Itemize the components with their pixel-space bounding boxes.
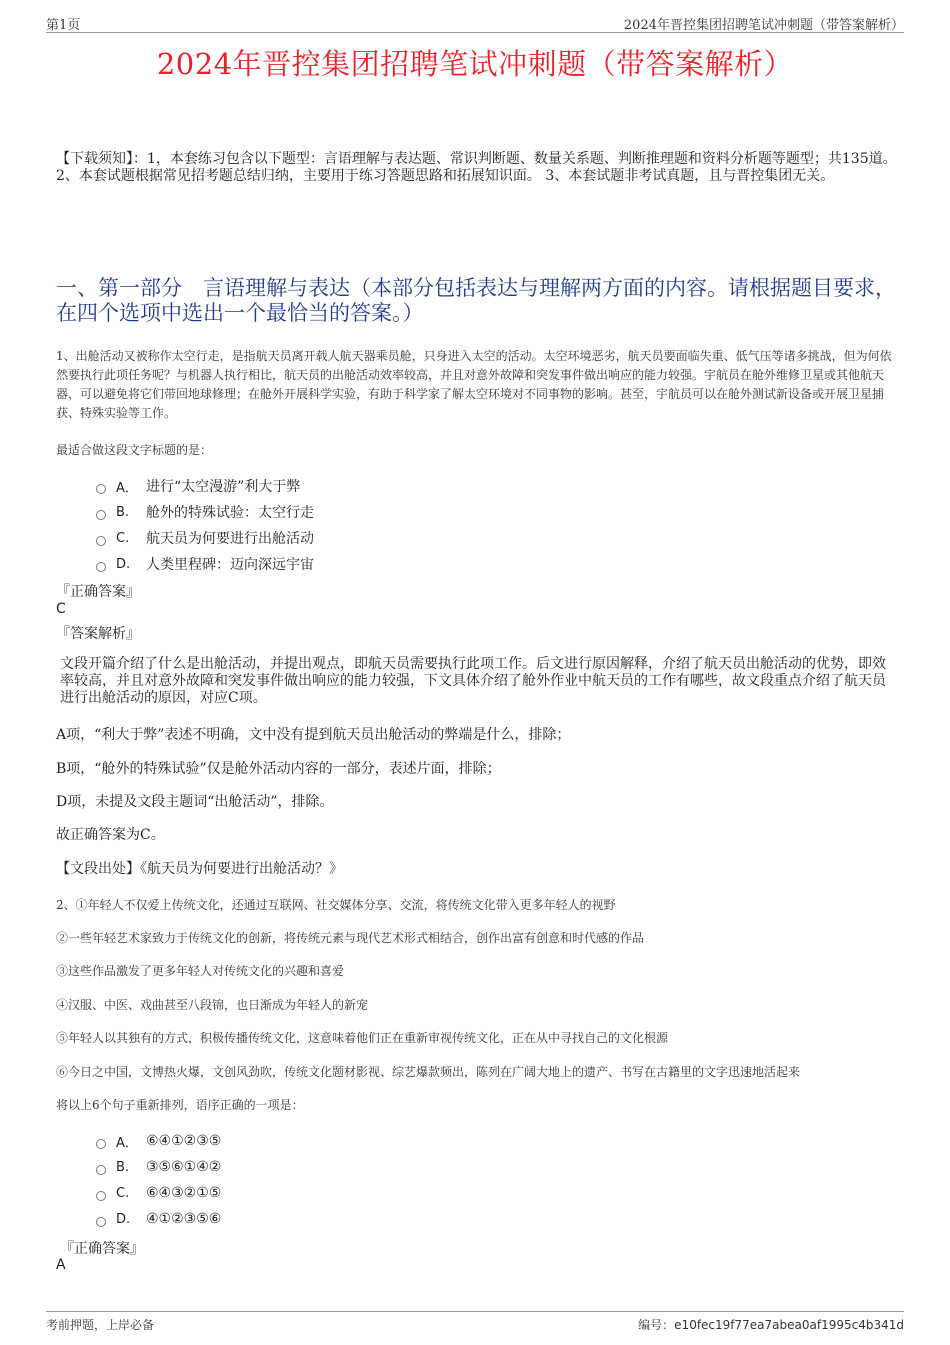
q2-answer-label: 『正确答案』 bbox=[60, 1241, 144, 1257]
q1-stem: 1、出舱活动又被称作太空行走，是指航天员离开载人航天器乘员舱，只身进入太空的活动。太空环境恶劣，航天员要面临失重、低气压等诸多挑战，但为何依然要执行此项任务呢？与机器人执行相比，航天员的出舱活动效率较高，并且对意外故障和突发事件做出响应的能力较强。宇航员在舱外维修卫星或其他航天器，可以避免将它们带回地球修理；在舱外开展科学实验，有助于科学家了解太空环境对不同事物的影响。甚至，宇航员可以在舱外测试新设备或开展卫星捕获、特殊实验等工作。 bbox=[56, 349, 892, 420]
q1-analysis: 文段开篇介绍了什么是出舱活动，并提出观点，即航天员需要执行此项工作。后文进行原因解释，介绍了航天员出舱活动的优势，即效率较高，并且对意外故障和突发事件做出响应的能力较强，下文具体介绍了舱外作业中航天员的工作有哪些，故文段重点介绍了航天员进行出舱活动的原因，对应C项。 bbox=[60, 656, 886, 706]
q2-options bbox=[96, 1128, 221, 1232]
radio-icon[interactable] bbox=[96, 1165, 106, 1175]
q2-option-b[interactable]: B. ③⑤⑥①④② bbox=[96, 1154, 221, 1180]
q2-option-d[interactable]: D. ④①②③⑤⑥ bbox=[96, 1206, 221, 1232]
q1-option-d[interactable]: D. 人类里程碑：迈向深远宇宙 bbox=[96, 551, 314, 577]
q2-line-1: 2、①年轻人不仅爱上传统文化，还通过互联网、社交媒体分享、交流，将传统文化带入更多年轻人的视野 bbox=[56, 898, 616, 912]
footer-code-label: 编号： bbox=[638, 1318, 675, 1332]
page-title: 2024年晋控集团招聘笔试冲刺题（带答案解析） bbox=[156, 47, 794, 81]
radio-icon[interactable] bbox=[96, 484, 106, 494]
q2-option-c[interactable]: C. ⑥④③②①⑤ bbox=[96, 1180, 221, 1206]
q2-line-5: ⑤年轻人以其独有的方式，积极传播传统文化，这意味着他们正在重新审视传统文化，正在从中寻找自己的文化根源 bbox=[56, 1031, 669, 1045]
q1-answer-label: 『正确答案』 bbox=[56, 584, 140, 600]
q1-options bbox=[96, 473, 314, 577]
q2-answer: A bbox=[56, 1257, 66, 1273]
q1-analysis-label: 『答案解析』 bbox=[56, 626, 140, 642]
footer-code bbox=[638, 1316, 904, 1333]
q1-prompt: 最适合做这段文字标题的是： bbox=[56, 443, 213, 457]
footer-code-value: e10fec19f77ea7abea0af1995c4b341d bbox=[674, 1318, 904, 1332]
q2-line-2: ②一些年轻艺术家致力于传统文化的创新，将传统元素与现代艺术形式相结合，创作出富有创意和时代感的作品 bbox=[56, 931, 645, 945]
radio-icon[interactable] bbox=[96, 536, 106, 546]
q1-option-a[interactable]: A． 进行“太空漫游”利大于弊 bbox=[96, 473, 314, 499]
q1-note-d: D项，未提及文段主题词“出舱活动”，排除。 bbox=[56, 794, 334, 810]
q2-prompt: 将以上6个句子重新排列，语序正确的一项是： bbox=[56, 1098, 304, 1112]
header-doc-title: 2024年晋控集团招聘笔试冲刺题（带答案解析） bbox=[623, 18, 904, 33]
q2-option-a[interactable]: A． ⑥④①②③⑤ bbox=[96, 1128, 221, 1154]
download-notice: 【下载须知】：1，本套练习包含以下题型：言语理解与表达题、常识判断题、数量关系题、判断推理题和资料分析题等题型；共135道。 2、本套试题根据常见招考题总结归纳，主要用于练习答题思路和拓展知识面。 3、本套试题非考试真题，且与晋控集团无关。 bbox=[56, 151, 897, 184]
header-divider bbox=[46, 32, 904, 33]
radio-icon[interactable] bbox=[96, 510, 106, 520]
footer-divider bbox=[46, 1311, 904, 1312]
q1-option-b[interactable]: B. 舱外的特殊试验：太空行走 bbox=[96, 499, 314, 525]
q1-note-a: A项，“利大于弊”表述不明确，文中没有提到航天员出舱活动的弊端是什么，排除； bbox=[56, 727, 571, 743]
q1-source: 【文段出处】《航天员为何要进行出舱活动？》 bbox=[56, 861, 343, 877]
q1-conclusion: 故正确答案为C。 bbox=[56, 827, 165, 843]
q1-answer: C bbox=[56, 601, 66, 617]
section-heading: 一、第一部分 言语理解与表达（本部分包括表达与理解两方面的内容。请根据题目要求，在四个选项中选出一个最恰当的答案。） bbox=[56, 276, 896, 325]
radio-icon[interactable] bbox=[96, 562, 106, 572]
q2-line-3: ③这些作品激发了更多年轻人对传统文化的兴趣和喜爱 bbox=[56, 964, 345, 978]
radio-icon[interactable] bbox=[96, 1217, 106, 1227]
page-number: 第1页 bbox=[46, 18, 81, 33]
q2-line-4: ④汉服、中医、戏曲甚至八段锦，也日渐成为年轻人的新宠 bbox=[56, 998, 369, 1012]
footer-slogan: 考前押题，上岸必备 bbox=[46, 1318, 155, 1332]
radio-icon[interactable] bbox=[96, 1191, 106, 1201]
q2-line-6: ⑥今日之中国，文博热火爆，文创风劲吹，传统文化题材影视、综艺爆款频出，陈列在广阔大地上的遗产、书写在古籍里的文字迅速地活起来 bbox=[56, 1065, 801, 1079]
q1-option-c[interactable]: C. 航天员为何要进行出舱活动 bbox=[96, 525, 314, 551]
radio-icon[interactable] bbox=[96, 1139, 106, 1149]
q1-note-b: B项，“舱外的特殊试验”仅是舱外活动内容的一部分，表述片面，排除； bbox=[56, 761, 501, 777]
